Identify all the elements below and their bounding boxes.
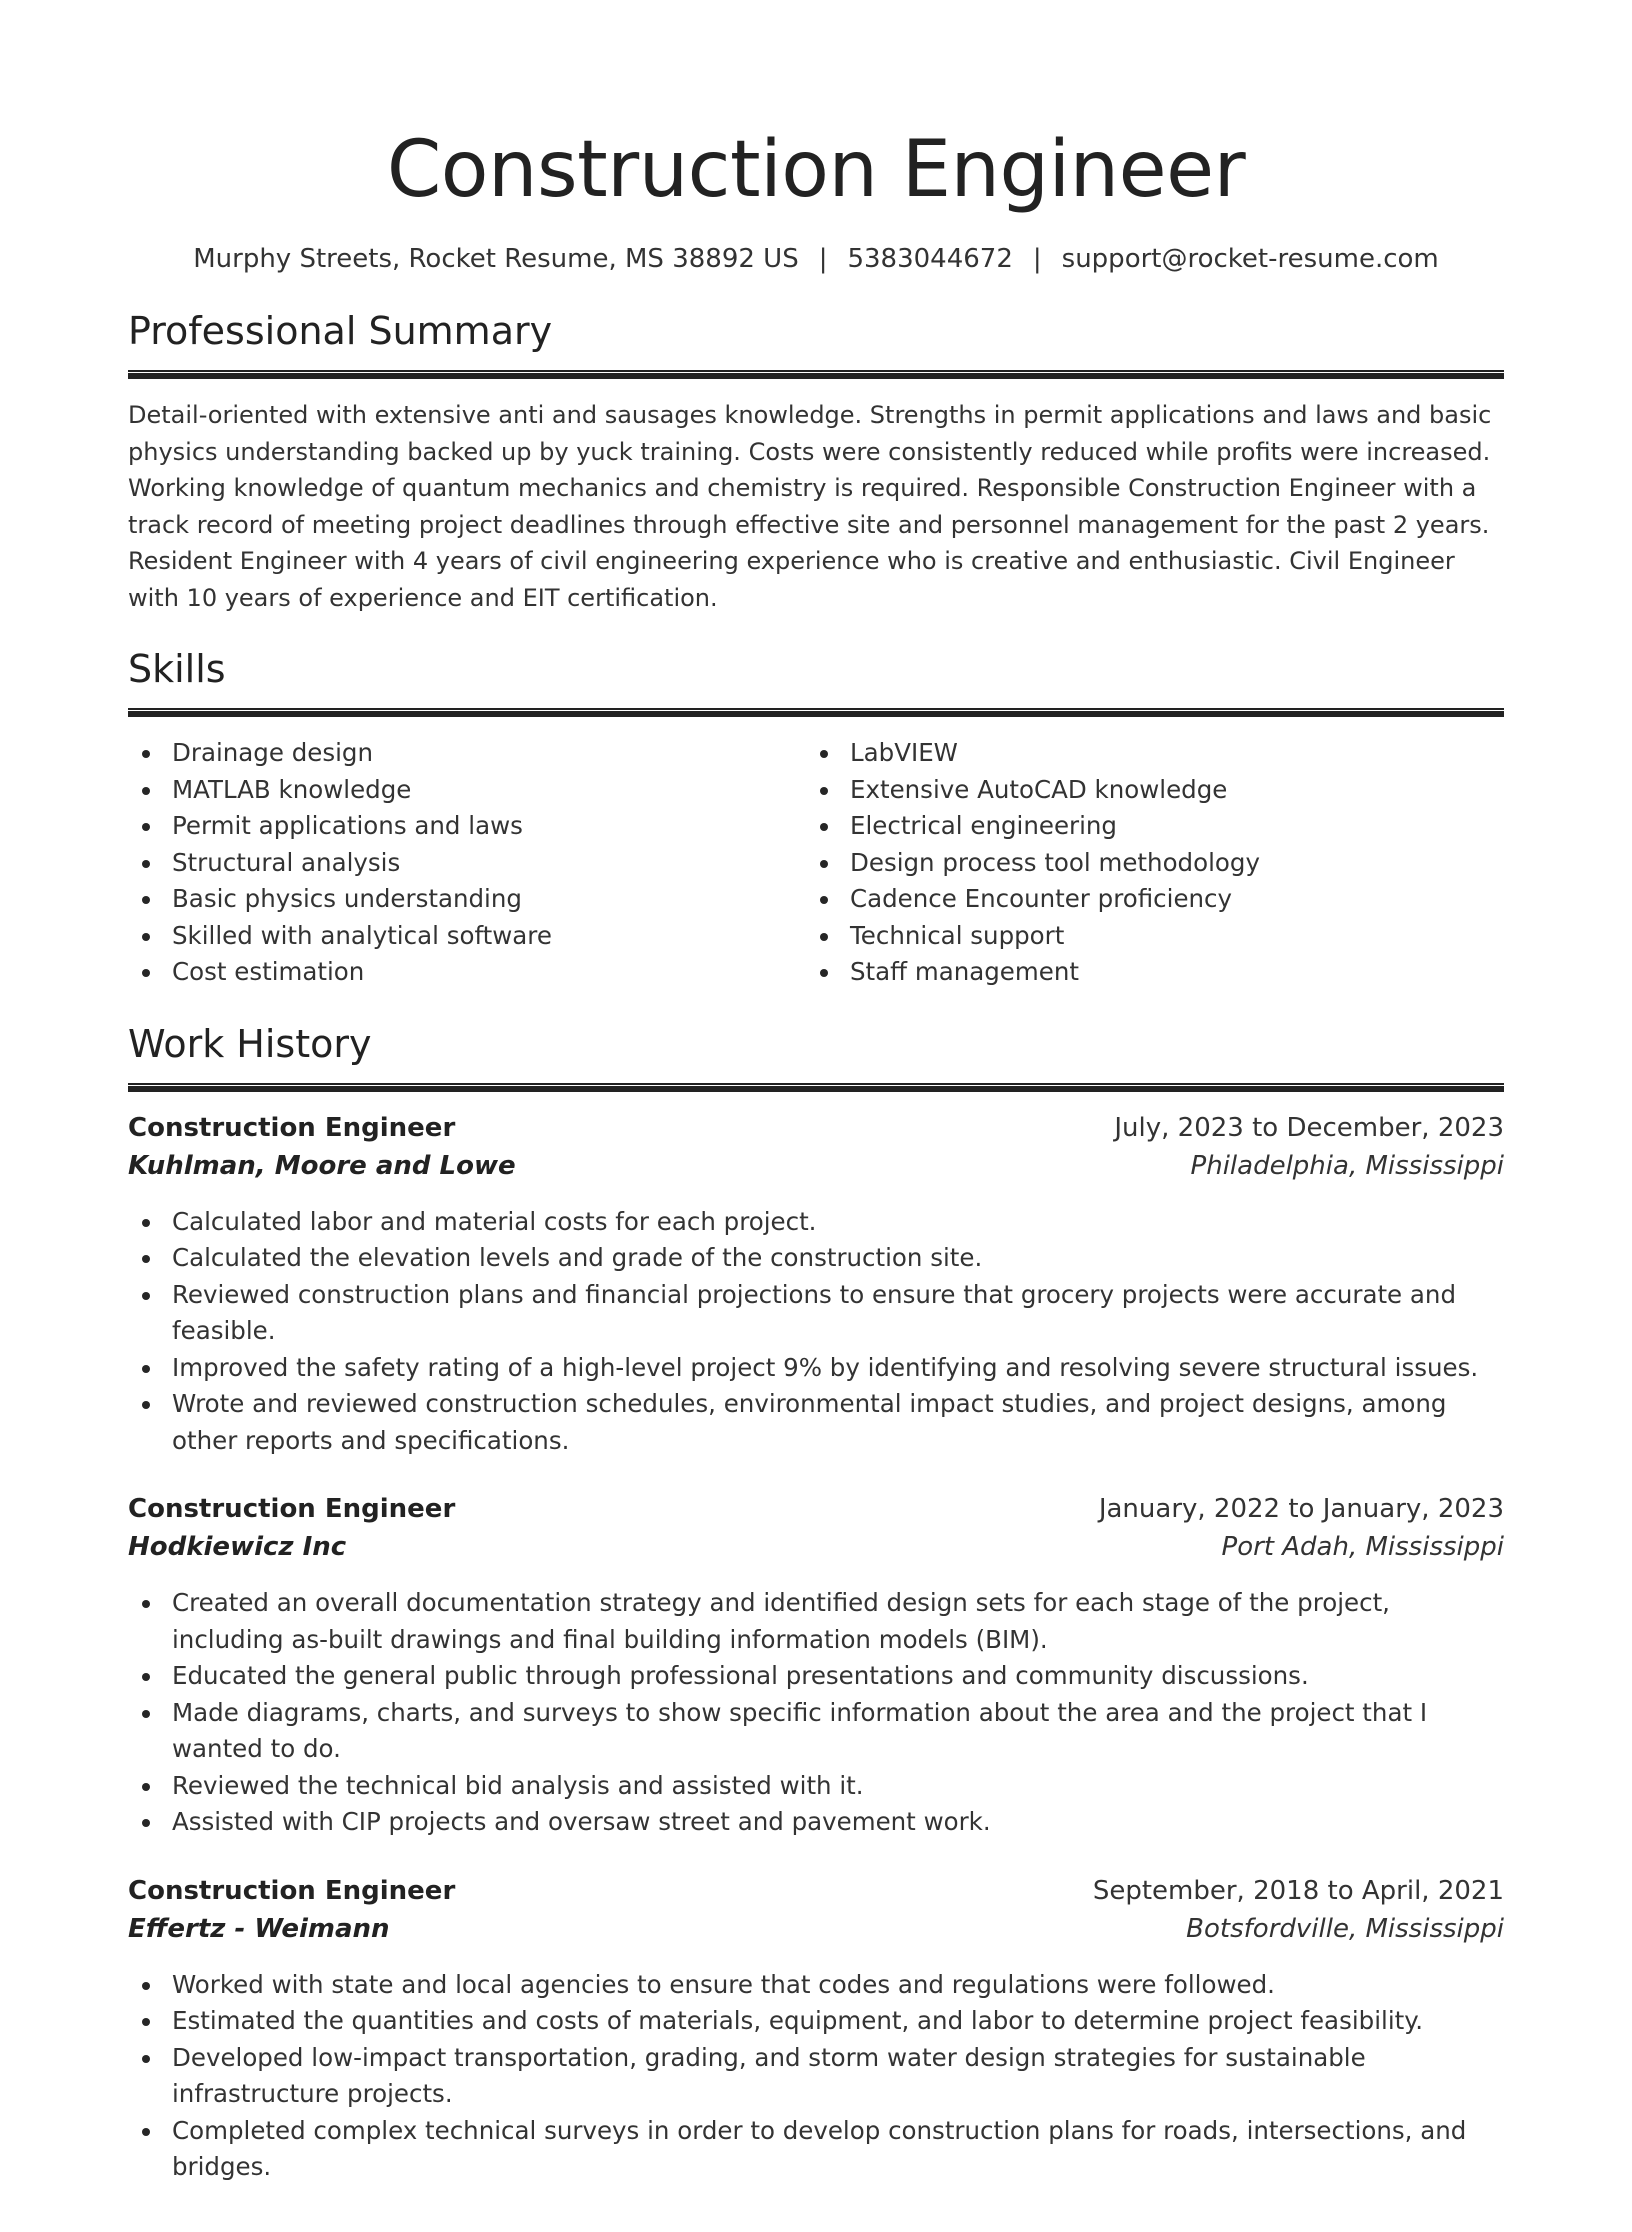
skill-item: Structural analysis — [128, 845, 806, 882]
skill-item: Cost estimation — [128, 954, 806, 991]
contact-separator: | — [818, 244, 828, 274]
job-bullet: Estimated the quantities and costs of materials, equipment, and labor to determine project feasibility. — [128, 2003, 1504, 2040]
job-entry — [128, 1110, 1504, 1460]
job-dates: July, 2023 to December, 2023 — [1114, 1112, 1504, 1143]
section-heading: Work History — [128, 1021, 372, 1066]
job-dates: September, 2018 to April, 2021 — [1092, 1875, 1504, 1906]
skill-item: Permit applications and laws — [128, 808, 806, 845]
job-header-row — [128, 1491, 1504, 1527]
contact-address: Murphy Streets, Rocket Resume, MS 38892 US — [193, 244, 799, 274]
skills-right-column — [806, 735, 1484, 991]
job-bullets — [128, 1585, 1504, 1841]
contact-phone: 5383044672 — [847, 244, 1013, 274]
contact-separator: | — [1032, 244, 1042, 274]
skills-left-column — [128, 735, 806, 991]
job-company: Hodkiewicz Inc — [128, 1532, 347, 1562]
job-bullet: Calculated the elevation levels and grade of the construction site. — [128, 1240, 1504, 1277]
job-bullet: Completed complex technical surveys in order to develop construction plans for roads, intersections, and bridges. — [128, 2113, 1504, 2186]
job-bullet: Calculated labor and material costs for each project. — [128, 1204, 1504, 1241]
section-heading: Skills — [128, 647, 226, 691]
section-divider — [128, 708, 1504, 717]
job-company: Kuhlman, Moore and Lowe — [128, 1150, 516, 1181]
job-entry — [128, 1491, 1504, 1841]
summary-section — [128, 306, 1504, 616]
skills-columns — [128, 735, 1504, 991]
job-company-row — [128, 1146, 1504, 1186]
job-bullet: Created an overall documentation strategy and identified design sets for each stage of the project, including as-built drawings and final building information models (BIM). — [128, 1585, 1504, 1658]
skill-item: Drainage design — [128, 735, 806, 772]
job-bullet: Reviewed construction plans and financial projections to ensure that grocery projects were accurate and feasible. — [128, 1277, 1504, 1350]
skill-item: Cadence Encounter proficiency — [806, 881, 1484, 918]
skill-item: MATLAB knowledge — [128, 772, 806, 809]
skill-item: Technical support — [806, 918, 1484, 955]
resume-page — [0, 120, 1632, 2232]
job-bullet: Wrote and reviewed construction schedules, environmental impact studies, and project designs, among other reports and specifications. — [128, 1386, 1504, 1459]
job-location: Philadelphia, Mississippi — [1190, 1150, 1504, 1181]
job-bullet: Reviewed the technical bid analysis and assisted with it. — [128, 1768, 1504, 1805]
job-bullet: Worked with state and local agencies to ensure that codes and regulations were followed. — [128, 1967, 1504, 2004]
job-title: Construction Engineer — [128, 1875, 456, 1906]
summary-text: Detail-oriented with extensive anti and sausages knowledge. Strengths in permit applications and laws and basic physics understanding backed up by yuck training. Costs were consistently reduced while profits were increased. Working knowledge of quantum mechanics and chemistry is required. Responsible Construction Engineer with a track record of meeting project deadlines through effective site and personnel management for the past 2 years. Resident Engineer with 4 years of civil engineering experience who is creative and enthusiastic. Civil Engineer with 10 years of experience and EIT certification. — [128, 401, 1492, 612]
section-heading: Professional Summary — [128, 309, 553, 353]
skill-item: Electrical engineering — [806, 808, 1484, 845]
skill-item: Staff management — [806, 954, 1484, 991]
section-divider — [128, 370, 1504, 379]
job-location: Botsfordville, Mississippi — [1186, 1913, 1504, 1944]
job-header-row — [128, 1110, 1504, 1146]
job-bullet: Assisted with CIP projects and oversaw street and pavement work. — [128, 1804, 1504, 1841]
job-bullet: Improved the safety rating of a high-level project 9% by identifying and resolving severe structural issues. — [128, 1350, 1504, 1387]
job-location: Port Adah, Mississippi — [1221, 1532, 1504, 1562]
job-bullets — [128, 1967, 1504, 2186]
skill-item: Basic physics understanding — [128, 881, 806, 918]
job-bullet: Developed low-impact transportation, grading, and storm water design strategies for sustainable infrastructure projects. — [128, 2040, 1504, 2113]
job-title: Construction Engineer — [128, 1494, 456, 1524]
skill-item: Skilled with analytical software — [128, 918, 806, 955]
job-bullet: Made diagrams, charts, and surveys to show specific information about the area and the project that I wanted to do. — [128, 1695, 1504, 1768]
contact-email: support@rocket-resume.com — [1061, 244, 1439, 274]
job-company: Effertz - Weimann — [128, 1913, 390, 1944]
job-header-row — [128, 1873, 1504, 1909]
job-title: Construction Engineer — [128, 1112, 456, 1143]
section-divider — [128, 1083, 1504, 1092]
job-entry — [128, 1873, 1504, 2186]
job-company-row — [128, 1527, 1504, 1567]
job-dates: January, 2022 to January, 2023 — [1098, 1494, 1504, 1524]
job-company-row — [128, 1909, 1504, 1949]
job-bullet: Educated the general public through professional presentations and community discussions. — [128, 1658, 1504, 1695]
skill-item: Extensive AutoCAD knowledge — [806, 772, 1484, 809]
job-bullets — [128, 1204, 1504, 1460]
contact-line — [128, 242, 1504, 276]
skill-item: Design process tool methodology — [806, 845, 1484, 882]
skill-item: LabVIEW — [806, 735, 1484, 772]
work-history-section — [128, 1019, 1504, 2186]
resume-title: Construction Engineer — [386, 125, 1246, 215]
skills-section — [128, 644, 1504, 991]
